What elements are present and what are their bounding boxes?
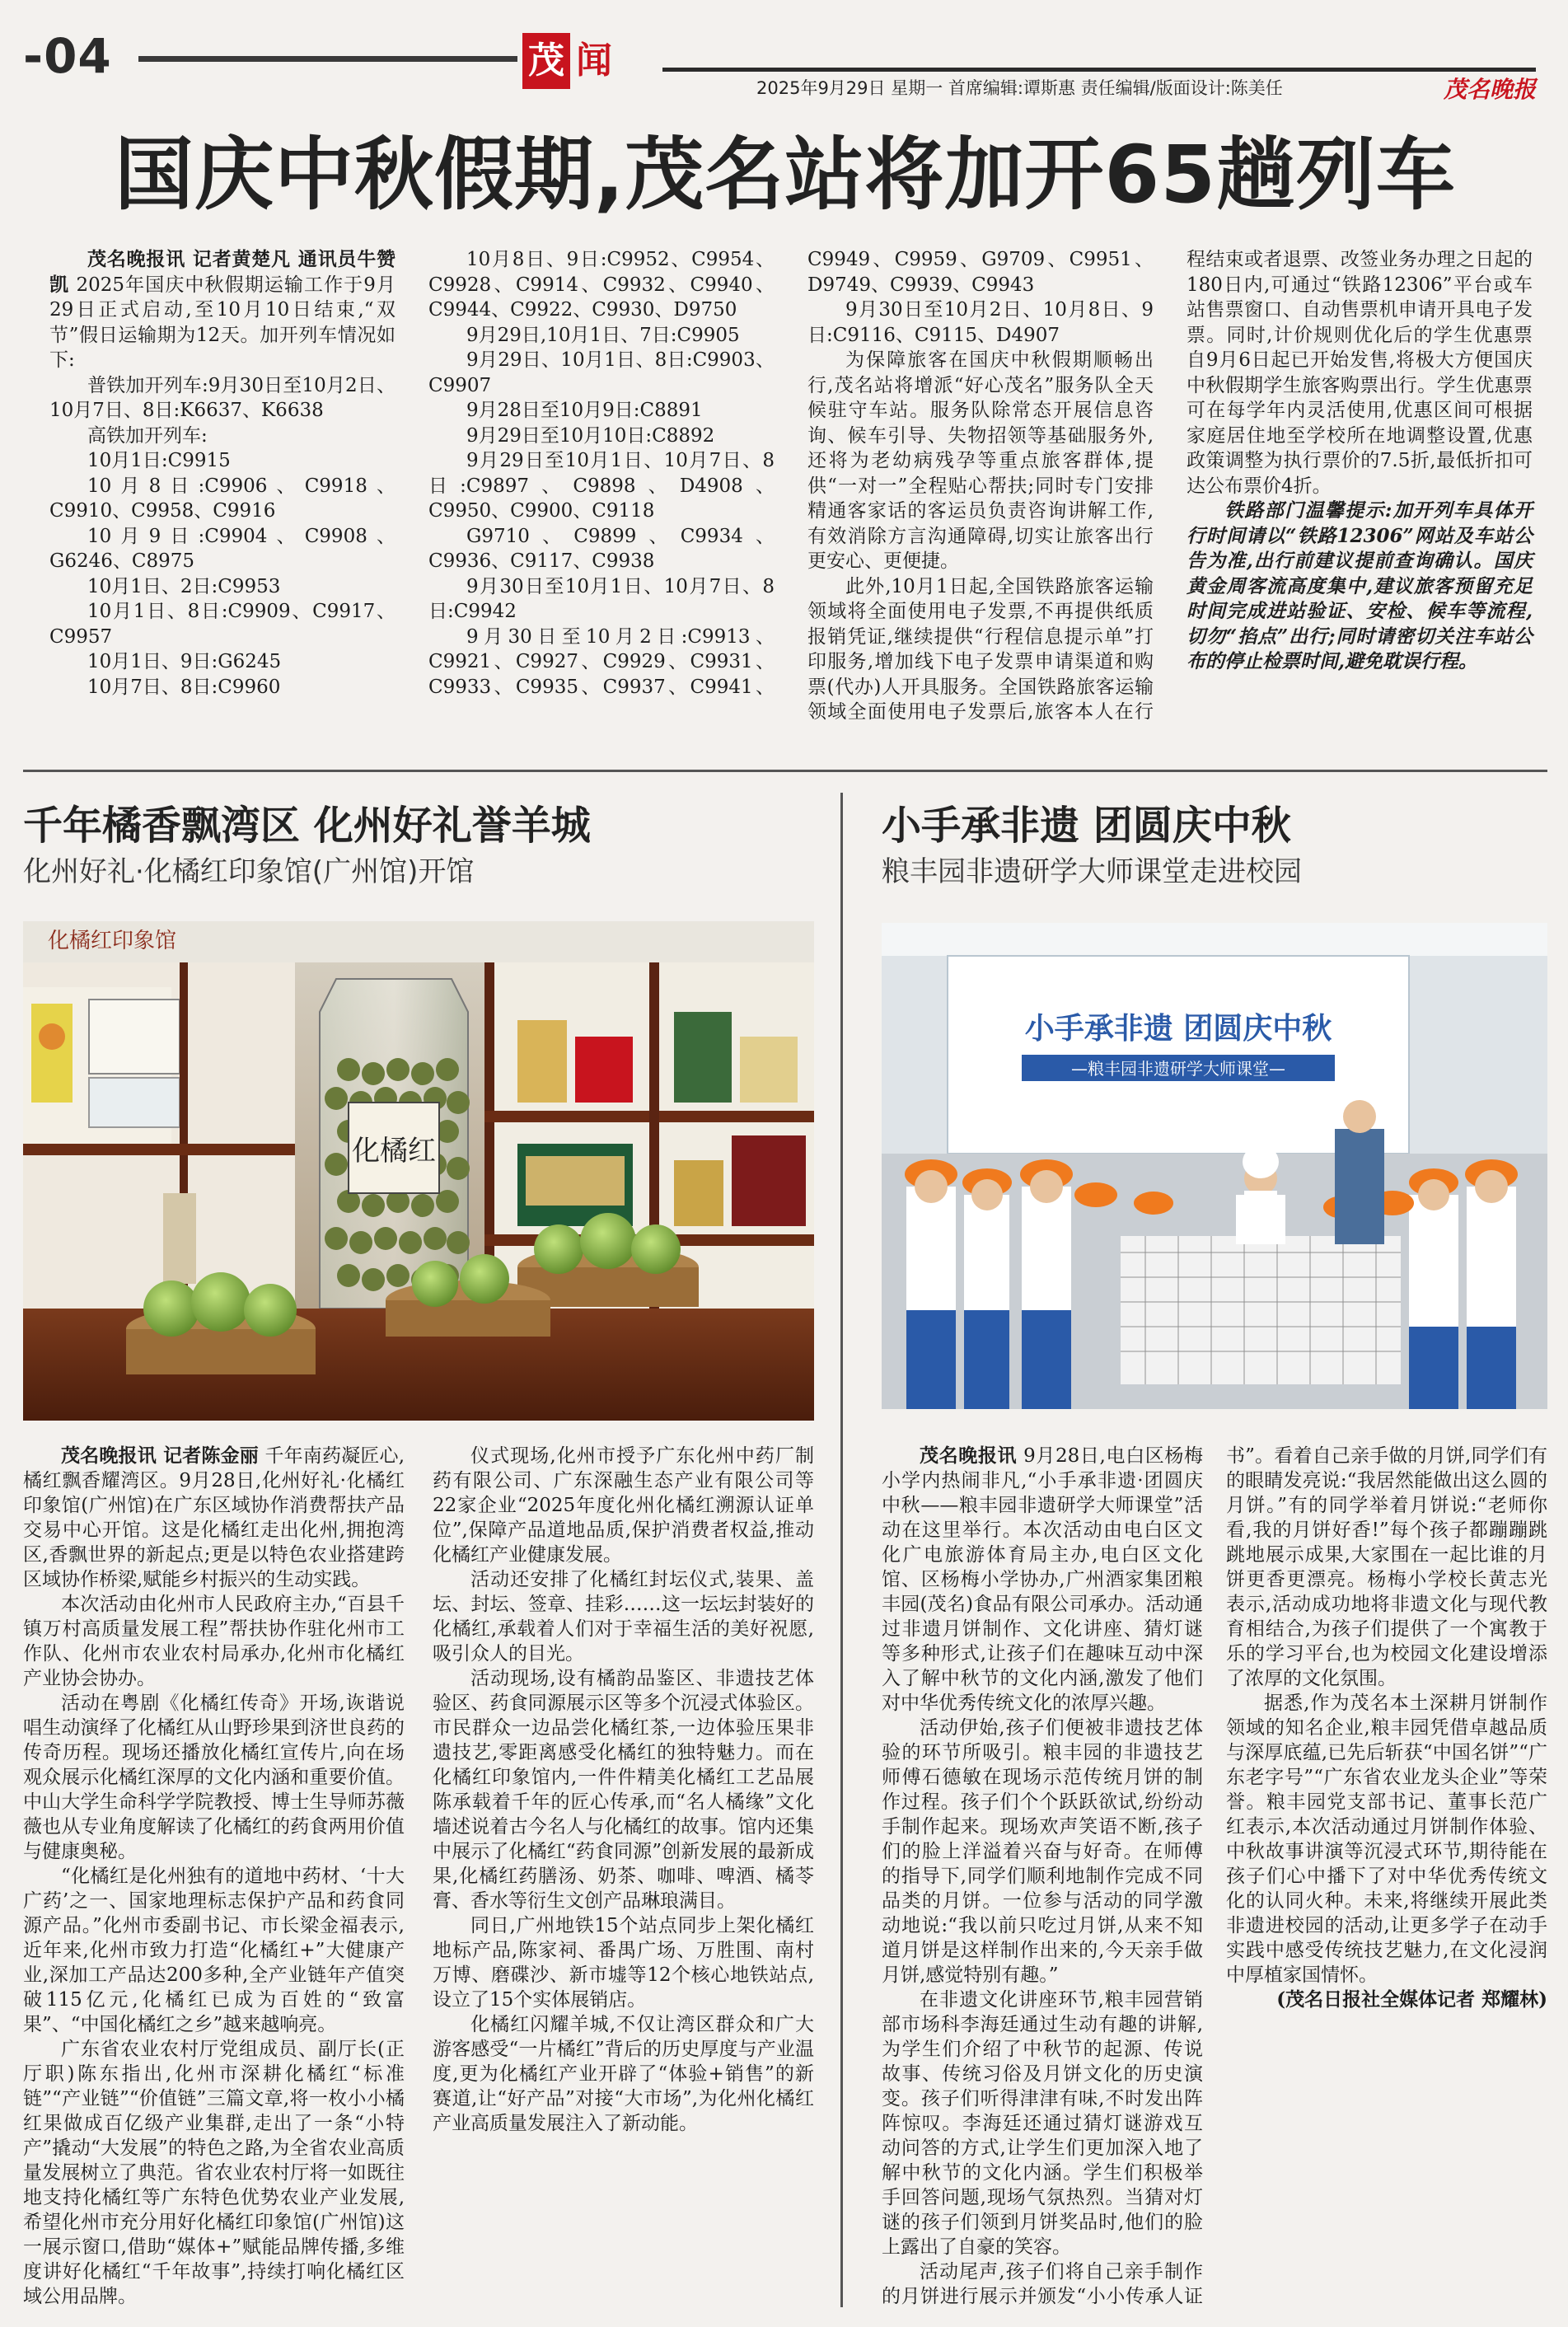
article2-para: 仪式现场,化州市授予广东化州中药厂制药有限公司、广东深融生态产业有限公司等22家企业“2025年度化州化橘红溯源认证单位”,保障产品道地品质,保护消费者权益,推动化橘红产业健康发展。 [433, 1445, 814, 1566]
article1-para: 10月1日、9日:G6245 [87, 651, 282, 672]
section-char-1: 茂 [522, 33, 570, 89]
article2-body [23, 1444, 814, 2311]
article1-body [49, 247, 1533, 742]
article1-para: 9月29日至10月1日、10月7日、8日:C9897、C9898、D4908、C9950、C9900、C9118 [428, 450, 775, 522]
article2-para: “化橘红是化州独有的道地中药材、‘十大广药’之一、国家地理标志保护产品和药食同源产品。”化州市委副书记、市长梁金福表示,近年来,化州市致力打造“化橘红+”大健康产业,深加工产品达200多种,全产业链年产值突破115亿元,化橘红已成为百姓的“致富果”、“中国化橘红之乡”越来越响亮。 [23, 1866, 405, 2035]
article3-para: 茂名晚报讯 9月28日,电白区杨梅小学内热闹非凡,“小手承非遗·团圆庆中秋——粮丰园非遗研学大师课堂”活动在这里举行。本次活动由电白区文化广电旅游体育局主办,电白区文化馆、区杨梅小学协办,广州酒家集团粮丰园(茂名)食品有限公司承办。活动通过非遗月饼制作、文化讲座、猜灯谜等多种形式,让孩子们在趣味互动中深入了解中秋节的文化内涵,激发了他们对中华优秀传统文化的浓厚兴趣。 [882, 1444, 1204, 1714]
article3-para: 活动尾声,孩子们将自己亲手制作的月饼进行展示并颁发“小小传承人证书”。看着自己亲手做的月饼,同学们有的眼睛发亮说:“我居然能做出这么圆的月饼。”有的同学举着月饼说:“老师你看,我的月饼好香!”每个孩子都蹦蹦跳跳地展示成果,大家围在一起比谁的月饼更香更漂亮。杨梅小学校长黄志光表示,活动成功地将非遗文化与现代教育相结合,为孩子们提供了一个寓教于乐的学习平台,也为校园文化建设增添了浓厚的文化氛围。 [882, 1445, 1547, 2307]
section-divider [23, 770, 1547, 772]
article1-para: 10月1日、8日:C9909、C9917、C9957 [49, 601, 396, 648]
article2-para: 活动在粤剧《化橘红传奇》开场,诙谐说唱生动演绎了化橘红从山野珍果到济世良药的传奇历程。现场还播放化橘红宣传片,向在场观众展示化橘红深厚的文化内涵和重要价值。中山大学生命科学学院教授、博士生导师苏薇薇也从专业角度解读了化橘红的药食两用价值与健康奥秘。 [23, 1693, 405, 1862]
article1-para: 9月30日至10月2日、10月8日、9日:C9116、C9115、D4907 [807, 299, 1154, 346]
article1-para: 10月1日、2日:C9953 [87, 575, 281, 597]
railway-tip: 铁路部门温馨提示:加开列车具体开行时间请以“铁路12306”网站及车站公告为准,出行前建议提前查询确认。国庆黄金周客流高度集中,建议旅客预留充足时间完成进站验证、安检、候车等流程,切勿“掐点”出行;同时请密切关注车站公布的停止检票时间,避免耽误行程。 [1187, 499, 1533, 672]
banner-title-text: 小手承非遗 团圆庆中秋 [1024, 1012, 1332, 1046]
article2-para: 化橘红闪耀羊城,不仅让湾区群众和广大游客感受“一片橘红”背后的历史厚度与产业温度,更为化橘红产业开辟了“体验+销售”的新赛道,让“好产品”对接“大市场”,为化州化橘红产业高质量发展注入了新动能。 [433, 2014, 814, 2134]
shop-interior-image [23, 921, 814, 1421]
article2-para: 活动现场,设有橘韵品鉴区、非遗技艺体验区、药食同源展示区等多个沉浸式体验区。市民群众一边品尝化橘红茶,一边体验压果非遗技艺,零距离感受化橘红的独特魅力。而在化橘红印象馆内,一件件精美化橘红工艺品展陈承载着千年的匠心传承,而“名人橘缘”文化墙述说着古今名人与化橘红的故事。馆内还集中展示了化橘红“药食同源”创新发展的最新成果,化橘红药膳汤、奶茶、咖啡、啤酒、橘苓膏、香水等衍生文创产品琳琅满目。 [433, 1668, 814, 1912]
banner-subtitle-text: —粮丰园非遗研学大师课堂— [1071, 1059, 1285, 1079]
mooncake-class-image [882, 923, 1547, 1409]
article2-para: 同日,广州地铁15个站点同步上架化橘红地标产品,陈家祠、番禺广场、万胜围、南村万博、磨碟沙、新市墟等12个核心地铁站点,设立了15个实体展销店。 [433, 1915, 814, 2011]
article1-lead: 茂名晚报讯 记者黄楚凡 通讯员牛赞凯 [49, 248, 396, 296]
article1-para: 9月29日至10月10日:C8892 [466, 424, 715, 447]
masthead [23, 25, 1547, 103]
article3-subtitle: 粮丰园非遗研学大师课堂走进校园 [882, 855, 1302, 888]
article2-subtitle: 化州好礼·化橘红印象馆(广州馆)开馆 [23, 855, 475, 888]
article2-para: 广东省农业农村厅党组成员、副厅长(正厅职)陈东指出,化州市深耕化橘红“标准链”“产业链”“价值链”三篇文章,将一枚小小橘红果做成百亿级产业集群,走出了一条“小特产”撬动“大发展”的特色之路,为全省农业高质量发展树立了典范。省农业农村厅将一如既往地支持化橘红等广东特色优势农业产业发展,希望化州市充分用好化橘红印象馆(广州馆)这一展示窗口,借助“媒体+”赋能品牌传播,多维度讲好化橘红“千年故事”,持续打响化橘红区域公用品牌。 [23, 2039, 405, 2307]
article3-para: 据悉,作为茂名本土深耕月饼制作领域的知名企业,粮丰园凭借卓越品质与深厚底蕴,已先后斩获“中国名饼”“广东老字号”“广东省农业龙头企业”等荣誉。粮丰园党支部书记、董事长范广红表示,本次活动通过月饼制作体验、中秋故事讲演等沉浸式环节,期待能在孩子们心中播下了对中华优秀传统文化的认同火种。未来,将继续开展此类非遗进校园的活动,让更多学子在动手实践中感受传统技艺魅力,在文化浸润中厚植家国情怀。 [1226, 1693, 1547, 1986]
issue-info: 2025年9月29日 星期一 首席编辑:谭斯惠 责任编辑/版面设计:陈美任 [756, 78, 1283, 98]
column-divider [840, 793, 843, 2307]
article3-byline: (茂名日报社全媒体记者 郑耀林) [1276, 1988, 1547, 2011]
article2-para: 活动还安排了化橘红封坛仪式,装果、盖坛、封坛、签章、挂彩……这一坛坛封装好的化橘红,承载着人们对于幸福生活的美好祝愿,吸引众人的目光。 [433, 1569, 814, 1664]
article1-para: 10月8日:C9906、C9918、C9910、C9958、C9916 [49, 475, 396, 522]
article1-para: 茂名晚报讯 记者黄楚凡 通讯员牛赞凯 2025年国庆中秋假期运输工作于9月29日正式启动,至10月10日结束,“双节”假日运输期为12天。加开列车情况如下: [49, 248, 396, 371]
jar-label-text: 化橘红 [352, 1135, 436, 1168]
article1-para: 为保障旅客在国庆中秋假期顺畅出行,茂名站将增派“好心茂名”服务队全天候驻守车站。服务队除常态开展信息咨询、候车引导、失物招领等基础服务外,还将为老幼病残孕等重点旅客群体,提供“一对一”全程贴心帮扶;同时专门安排精通客家话的客运员负责咨询讲解工作,有效消除方言沟通障碍,切实让旅客出行更安心、更便捷。 [807, 349, 1154, 572]
article1-para: 此外,10月1日起,全国铁路旅客运输领域将全面使用电子发票,不再提供纸质报销凭证,继续提供“行程信息提示单”打印服务,增加线下电子发票申请渠道和购票(代办)人开具服务。全国铁路旅客运输领域全面使用电子发票后,旅客本人在行程结束或者退票、改签业务办理之日起的180日内,可通过“铁路12306”平台或车站售票窗口、自动售票机申请开具电子发票。同时,计价规则优化后的学生优惠票自9月6日起已开始发售,将极大方便国庆中秋假期学生旅客购票出行。学生优惠票可在每学年内灵活使用,优惠区间可根据家庭居住地至学校所在地调整设置,优惠政策调整为执行票价的7.5折,最低折扣可达公布票价4折。 [807, 249, 1533, 723]
article3-title: 小手承非遗 团圆庆中秋 [882, 803, 1291, 849]
article1-para: 9月30日至10月1日、10月7日、8日:C9942 [428, 575, 775, 622]
masthead-rule [138, 56, 517, 62]
article1-para: 普铁加开列车:9月30日至10月2日、10月7日、8日:K6637、K6638 [49, 374, 396, 421]
article2-photo [23, 921, 814, 1421]
brand-logo: 茂名晚报 [1443, 76, 1536, 103]
article3-para: 在非遗文化讲座环节,粮丰园营销部市场科李海廷通过生动有趣的讲解,为学生们介绍了中秋节的起源、传说故事、传统习俗及月饼文化的历史演变。孩子们听得津津有味,不时发出阵阵惊叹。李海廷还通过猜灯谜游戏互动问答的方式,让学生们更加深入地了解中秋节的文化内涵。学生们积极举手回答问题,现场气氛热烈。当猜对灯谜的孩子们领到月饼奖品时,他们的脸上露出了自豪的笑容。 [882, 1989, 1203, 2258]
article3-photo [882, 923, 1547, 1409]
photo-sign-text: 化橘红印象馆 [48, 929, 177, 953]
article1-para: 高铁加开列车: [87, 424, 208, 447]
article1-para: 9月28日至10月9日:C8891 [466, 400, 703, 421]
article3-para: 活动伊始,孩子们便被非遗技艺体验的环节所吸引。粮丰园的非遗技艺师傅石德敏在现场示范传统月饼的制作过程。孩子们个个跃跃欲试,纷纷动手制作起来。现场欢声笑语不断,孩子们的脸上洋溢着兴奋与好奇。在师傅的指导下,同学们顺利地制作完成不同品类的月饼。一位参与活动的同学激动地说:“我以前只吃过月饼,从来不知道月饼是这样制作出来的,今天亲手做月饼,感觉特别有趣。” [882, 1717, 1203, 1986]
article2-title: 千年橘香飘湾区 化州好礼誉羊城 [23, 803, 591, 849]
article1-para: 10月1日:C9915 [87, 450, 231, 471]
article1-para: 9月30日至10月2日:C9913、C9921、C9927、C9929、C9931、C9933、C9935、C9937、C9941、C9949、C9959、G9709、C9951、D9749、C9939、C9943 [428, 249, 1154, 698]
article3-body [882, 1444, 1547, 2311]
section-char-2: 闻 [576, 40, 612, 82]
page-number: -04 [23, 28, 112, 84]
article1-para: 10月8日、9日:C9952、C9954、C9928、C9914、C9932、C9940、C9944、C9922、C9930、D9750 [428, 249, 775, 321]
article1-headline: 国庆中秋假期,茂名站将加开65趟列车 [114, 129, 1457, 221]
article1-para: 9月29日、10月1日、8日:C9903、C9907 [428, 349, 775, 396]
article3-lead: 茂名晚报讯 [920, 1444, 1018, 1467]
article2-para: 本次活动由化州市人民政府主办,“百县千镇万村高质量发展工程”帮扶协作驻化州市工作队、化州市农业农村局承办,化州市化橘红产业协会协办。 [23, 1594, 405, 1689]
article2-para: 茂名晚报讯 记者陈金丽 千年南药凝匠心,橘红飘香耀湾区。9月28日,化州好礼·化橘红印象馆(广州馆)在广东区域协作消费帮扶产品交易中心开馆。这是化橘红走出化州,拥抱湾区,香飘世界的新起点;更是以特色农业搭建跨区域协作桥梁,赋能乡村振兴的生动实践。 [23, 1444, 405, 1590]
article1-para: 10月9日:C9904、C9908、G6246、C8975 [49, 525, 396, 572]
article2-lead: 茂名晚报讯 记者陈金丽 [61, 1444, 259, 1467]
article1-para: 10月7日、8日:C9960 [87, 676, 281, 698]
article1-para: 9月29日,10月1日、7日:C9905 [466, 324, 740, 346]
article1-para: G9710、C9899、C9934、C9936、C9117、C9938 [428, 525, 775, 572]
section-label [522, 33, 646, 84]
masthead-info-bar [662, 68, 1536, 101]
